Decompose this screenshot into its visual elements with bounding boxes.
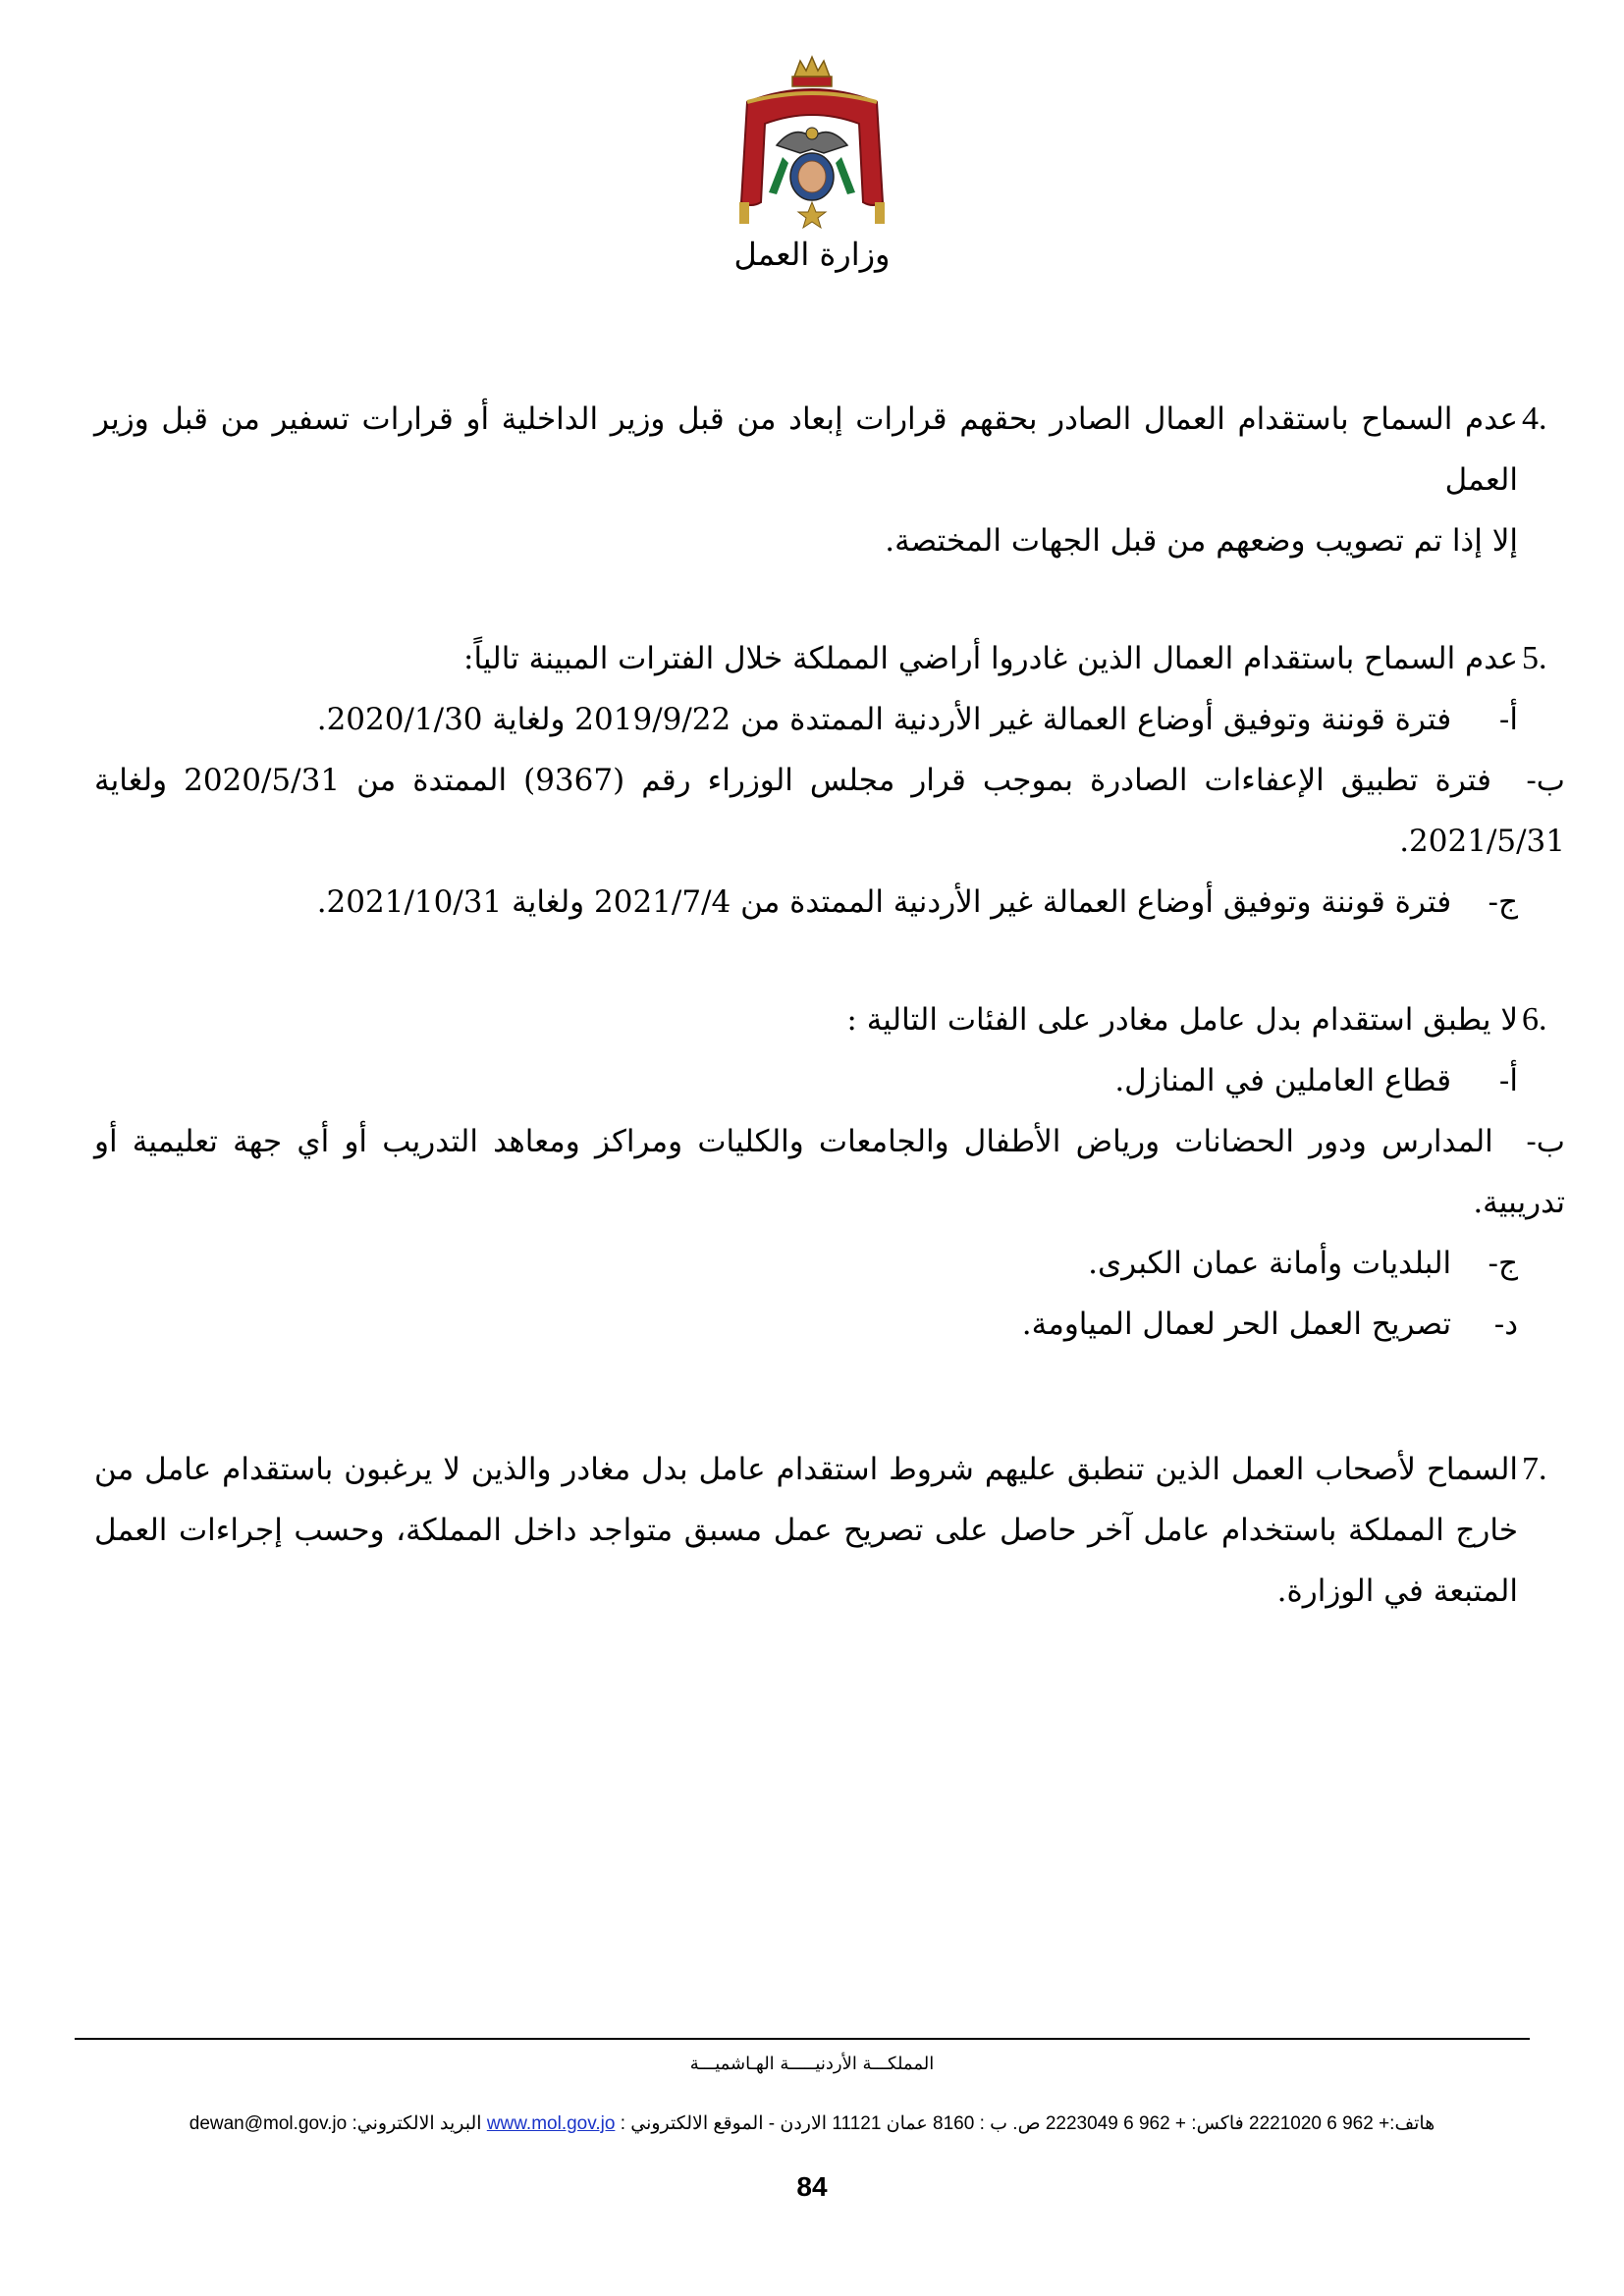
item-text: السماح لأصحاب العمل الذين تنطبق عليهم شروط استقدام عامل بدل مغادر والذين لا يرغبون باستقدام عامل من خارج المملكة باستخدام عامل آخر حاصل على تصريح عمل مسبق متواجد داخل المملكة، وحسب إجراءات العمل المتبعة في الوزارة.	[94, 1452, 1518, 1609]
sub-item-letter: أ-	[1498, 1063, 1518, 1098]
sub-item-text: فترة تطبيق الإعفاءات الصادرة بموجب قرار مجلس الوزراء رقم (9367) الممتدة من 2020/5/31 ولغاية 2021/5/31.	[94, 763, 1565, 859]
list-item-6	[94, 989, 1565, 1355]
footer-email-label: البريد الالكتروني:	[352, 2113, 482, 2134]
item-number: 5.	[1522, 640, 1547, 676]
website-link[interactable]: www.mol.gov.jo	[486, 2113, 616, 2134]
list-item-5	[94, 628, 1565, 933]
item-number: 4.	[1522, 400, 1547, 437]
footer-contact-info	[98, 2112, 1526, 2135]
item-lead-text: عدم السماح باستقدام العمال الذين غادروا أراضي المملكة خلال الفترات المبينة تالياً:	[463, 641, 1518, 676]
coat-of-arms-icon	[726, 55, 898, 241]
sub-item	[94, 872, 1518, 933]
sub-item-letter: ب-	[1526, 1124, 1565, 1159]
sub-item-letter: ج-	[1488, 884, 1518, 920]
list-item-4	[94, 389, 1547, 571]
sub-item	[94, 689, 1518, 750]
sub-item-text: فترة قوننة وتوفيق أوضاع العمالة غير الأردنية الممتدة من 2019/9/22 ولغاية 2020/1/30.	[316, 702, 1452, 737]
sub-item	[94, 1050, 1518, 1111]
sub-item-text: تصريح العمل الحر لعمال المياومة.	[1021, 1307, 1452, 1342]
sub-item-letter: د-	[1493, 1307, 1518, 1342]
sub-item-text: قطاع العاملين في المنازل.	[1114, 1063, 1452, 1098]
sub-item	[94, 1294, 1518, 1355]
sub-item-text: المدارس ودور الحضانات ورياض الأطفال والجامعات والكليات ومراكز ومعاهد التدريب أو أي جهة تعليمية أو تدريبية.	[94, 1124, 1565, 1220]
list-item-7	[94, 1439, 1547, 1622]
sub-item-text: البلديات وأمانة عمان الكبرى.	[1088, 1246, 1452, 1281]
sub-item	[94, 1111, 1565, 1233]
sub-item-letter: ب-	[1526, 763, 1565, 798]
sub-item-letter: ج-	[1488, 1246, 1518, 1281]
item-number: 6.	[1522, 1001, 1547, 1038]
page-number: 84	[796, 2171, 828, 2202]
footer-contact-prefix: هاتف:+ 962 6 2221020 فاكس: + 962 6 2223049 ص. ب : 8160 عمان 11121 الاردن - الموقع الالكتروني :	[620, 2113, 1435, 2134]
sub-item-letter: أ-	[1498, 702, 1518, 737]
item-number: 7.	[1522, 1451, 1547, 1487]
coat-of-arms-emblem	[726, 55, 898, 241]
email-address[interactable]: dewan@mol.gov.jo	[189, 2113, 348, 2134]
item-lead-text: لا يطبق استقدام بدل عامل مغادر على الفئات التالية :	[846, 1002, 1518, 1038]
footer-kingdom-name: المملكـــة الأردنيـــــة الهـاشميـــة	[689, 2054, 935, 2074]
item-text-line: إلا إذا تم تصويب وضعهم من قبل الجهات المختصة.	[885, 523, 1518, 559]
item-text-line: عدم السماح باستقدام العمال الصادر بحقهم قرارات إبعاد من قبل وزير الداخلية أو قرارات تسفير من قبل وزير العمل	[94, 401, 1518, 498]
sub-item	[94, 750, 1565, 872]
sub-item-text: فترة قوننة وتوفيق أوضاع العمالة غير الأردنية الممتدة من 2021/7/4 ولغاية 2021/10/31.	[316, 884, 1452, 920]
ministry-name: وزارة العمل	[733, 236, 891, 273]
sub-item	[94, 1233, 1518, 1294]
footer-divider	[75, 2038, 1530, 2040]
document-body	[94, 389, 1565, 1622]
